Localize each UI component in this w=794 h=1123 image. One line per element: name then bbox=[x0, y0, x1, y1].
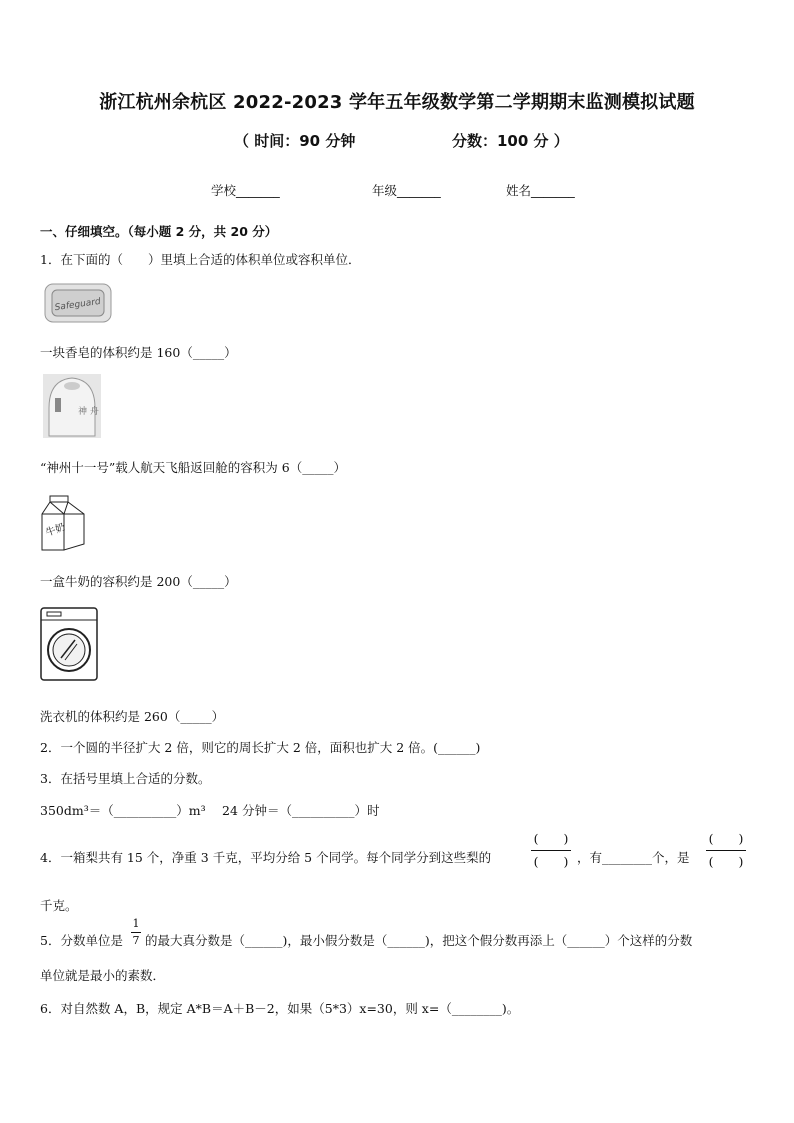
question-1b: “神州十一号”载人航天飞船返回舱的容积为 6（_____） bbox=[40, 460, 346, 475]
question-2: 2．一个圆的半径扩大 2 倍，则它的周长扩大 2 倍，面积也扩大 2 倍。(______) bbox=[40, 740, 481, 755]
fraction-blank-2-num: ( ) bbox=[708, 831, 744, 846]
soap-label: Safeguard bbox=[54, 296, 102, 314]
soap-image bbox=[44, 282, 112, 324]
fraction-numerator: 1 bbox=[132, 917, 140, 930]
washing-machine-image bbox=[39, 606, 99, 682]
question-5-part1: 5．分数单位是 bbox=[40, 933, 123, 948]
exam-time: （ 时间：90 分钟 bbox=[234, 132, 356, 150]
question-5-part2: 的最大真分数是（______)，最小假分数是（______)，把这个假分数再添上（______）个这样的分数 bbox=[145, 933, 693, 948]
fraction-blank-2-den: ( ) bbox=[708, 854, 744, 869]
question-3a: 350dm³＝（__________）m³ 24 分钟＝（__________）时 bbox=[40, 803, 380, 818]
question-6: 6．对自然数 A，B，规定 A*B＝A＋B－2，如果（5*3）x=30，则 x=（________)。 bbox=[40, 1001, 520, 1016]
question-1d: 洗衣机的体积约是 260（_____） bbox=[40, 709, 225, 724]
question-3: 3．在括号里填上合适的分数。 bbox=[40, 771, 211, 786]
fraction-blank-1 bbox=[531, 832, 571, 869]
grade-field: 年级_______ bbox=[372, 183, 441, 198]
fraction-denominator: 7 bbox=[132, 934, 140, 947]
fraction-blank-2 bbox=[706, 832, 746, 869]
question-4-part3: 千克。 bbox=[40, 898, 78, 913]
fraction-one-seventh bbox=[131, 918, 141, 947]
fraction-blank-1-den: ( ) bbox=[533, 854, 569, 869]
question-4-part2: ，有________个，是 bbox=[577, 850, 690, 865]
question-4-part1: 4．一箱梨共有 15 个，净重 3 千克，平均分给 5 个同学。每个同学分到这些梨的 bbox=[40, 850, 492, 865]
question-1: 1．在下面的（ ）里填上合适的体积单位或容积单位． bbox=[40, 252, 361, 267]
name-field: 姓名_______ bbox=[506, 183, 575, 198]
milk-label: 牛奶 bbox=[44, 521, 67, 540]
capsule-image bbox=[43, 374, 101, 438]
question-1c: 一盒牛奶的容积约是 200（_____） bbox=[40, 574, 237, 589]
milk-carton-image bbox=[38, 494, 88, 552]
fraction-blank-1-num: ( ) bbox=[533, 831, 569, 846]
exam-score: 分数：100 分 ） bbox=[452, 132, 569, 150]
section-heading: 一、仔细填空。（每小题 2 分，共 20 分） bbox=[40, 224, 278, 239]
capsule-label: 神 舟 bbox=[78, 407, 99, 417]
school-field: 学校_______ bbox=[211, 183, 280, 198]
page-title: 浙江杭州余杭区 2022-2023 学年五年级数学第二学期期末监测模拟试题 bbox=[99, 92, 695, 113]
question-5-part3: 单位就是最小的素数． bbox=[40, 968, 166, 983]
question-1a: 一块香皂的体积约是 160（_____） bbox=[40, 345, 237, 360]
